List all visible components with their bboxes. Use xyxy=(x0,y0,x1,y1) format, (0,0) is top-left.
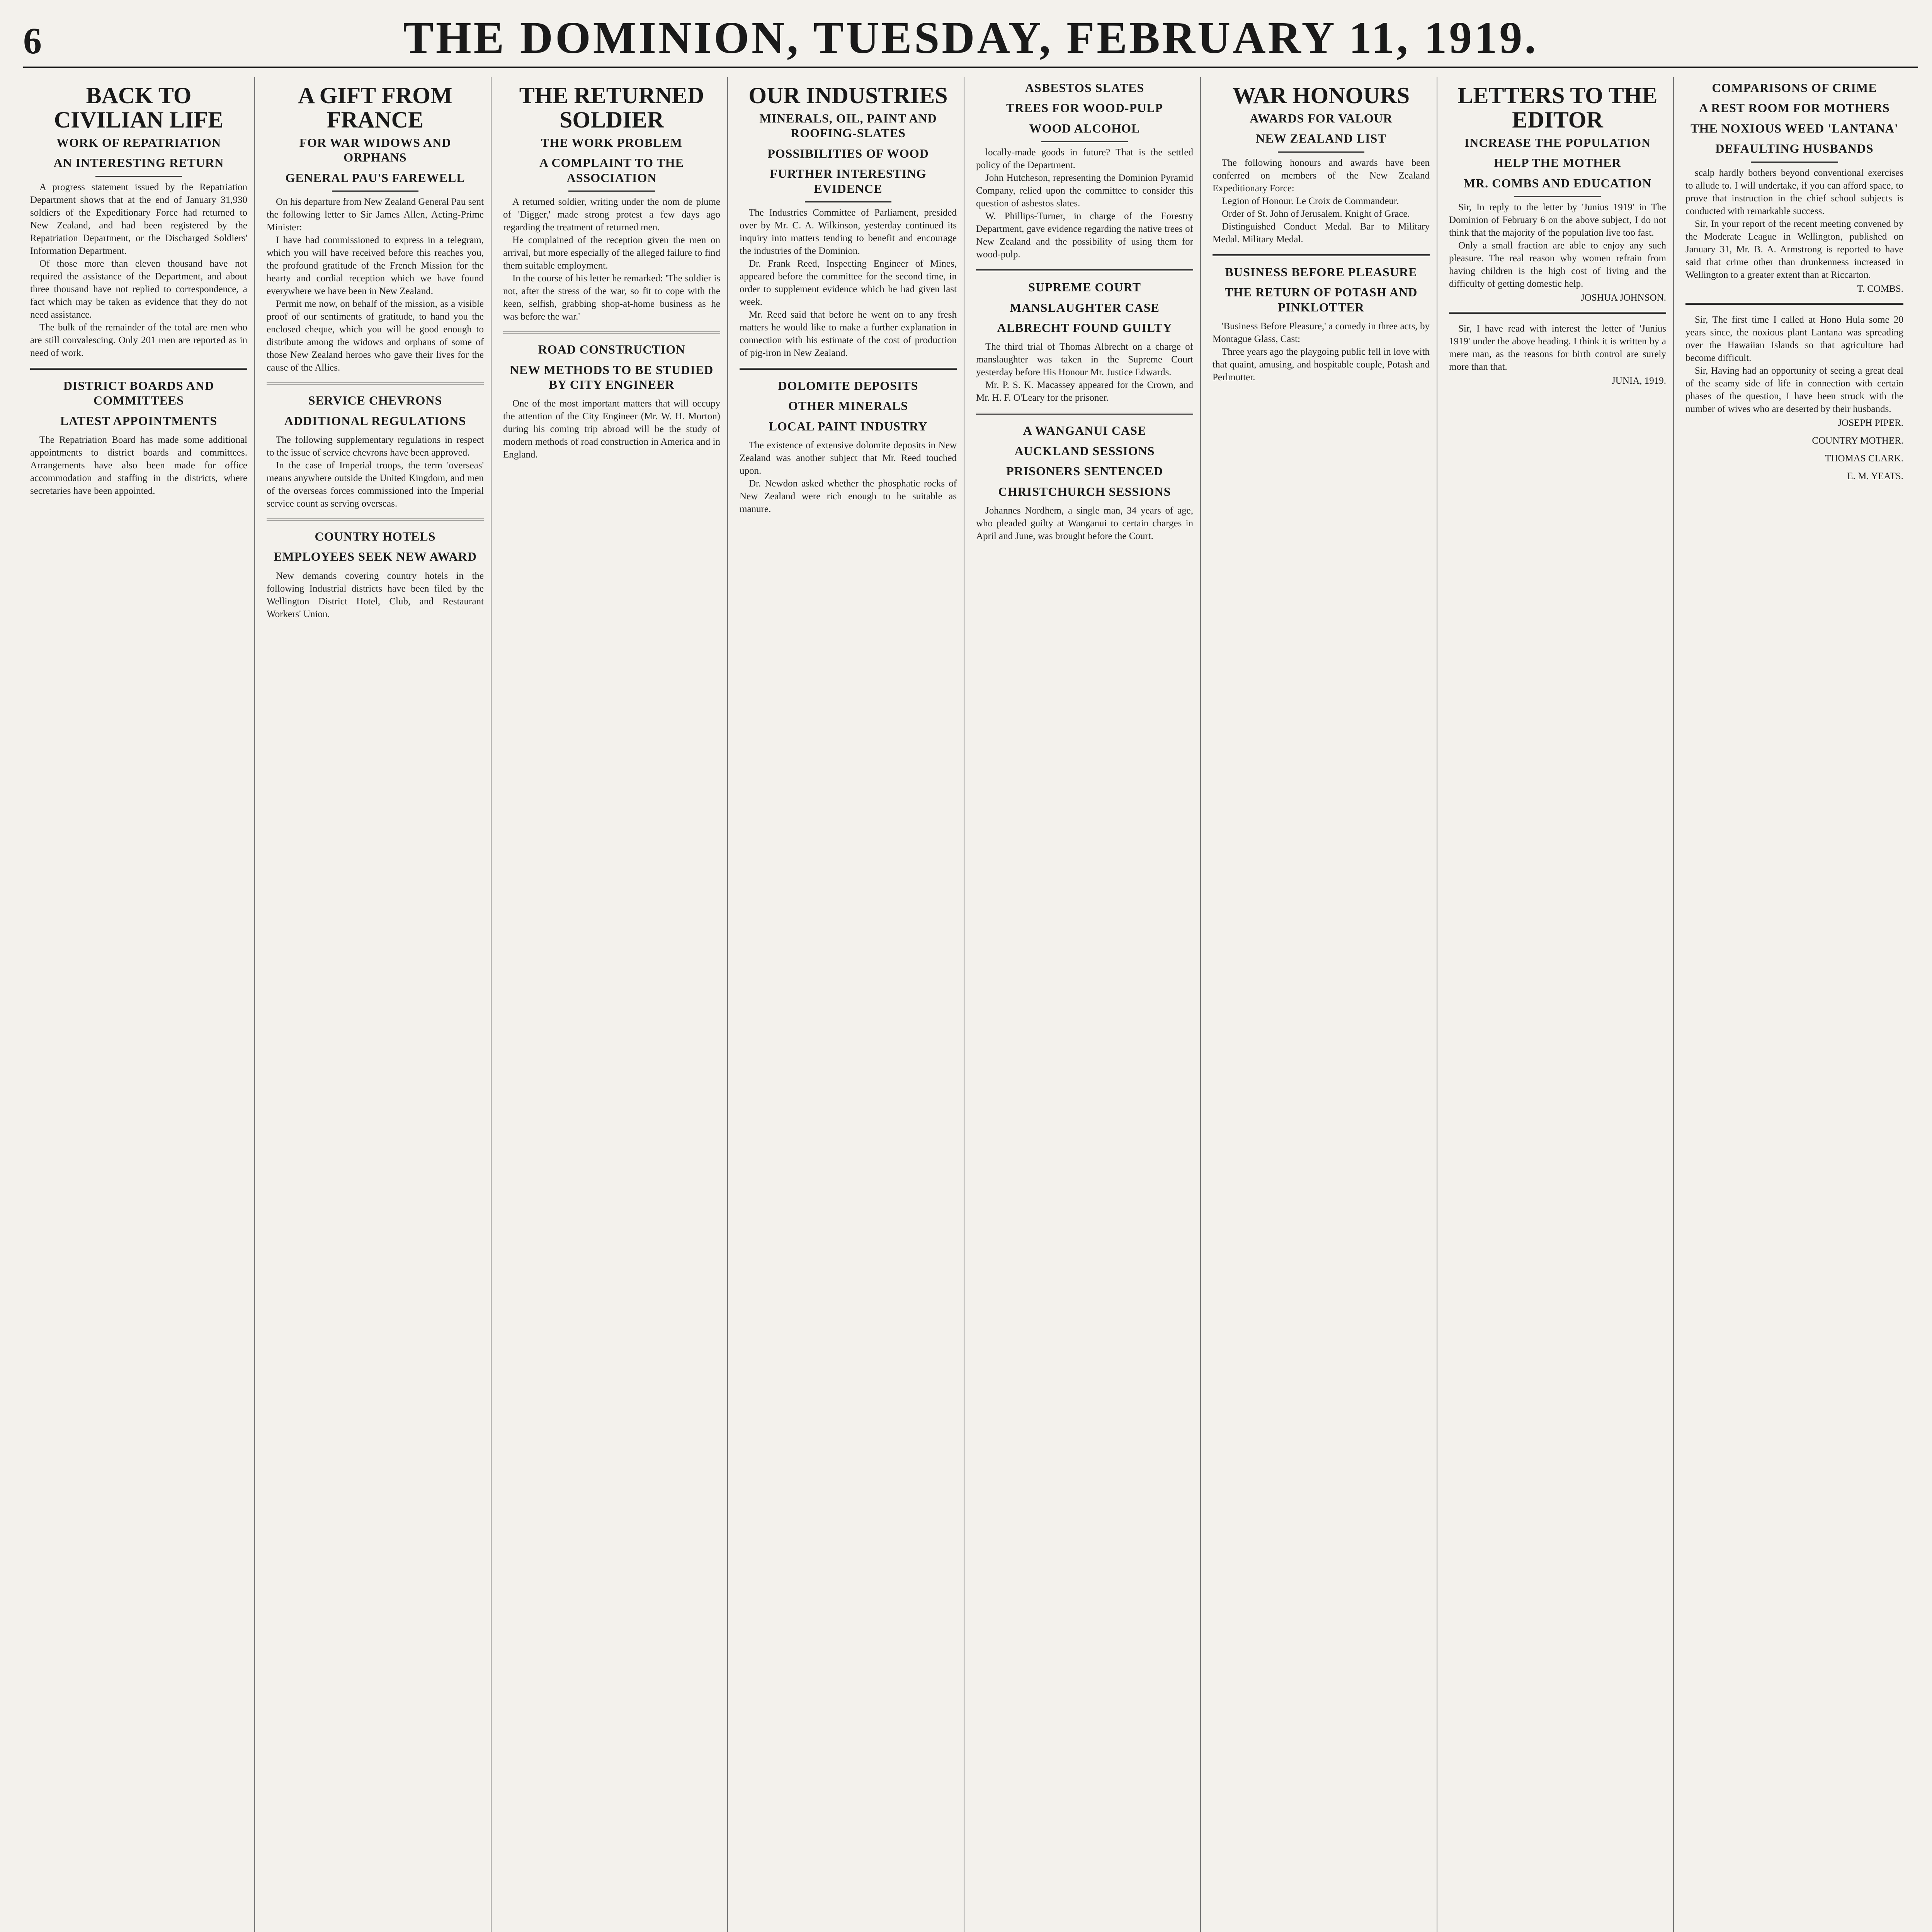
article-headline: A GIFT FROM FRANCE xyxy=(298,83,452,133)
article-paragraph: On his departure from New Zealand General Pau sent the following letter to Sir James Allen, Acting-Prime Minister: xyxy=(267,197,484,233)
column-4 xyxy=(733,77,964,1932)
column-6 xyxy=(1206,77,1437,1932)
article-subhead: THE WORK PROBLEM xyxy=(541,136,682,150)
letter-signature: JOSEPH PIPER. xyxy=(1838,417,1903,428)
article-separator xyxy=(267,519,484,520)
article-paragraph: scalp hardly bothers beyond conventional exercises to allude to. I will undertake, if you can afford space, to prove that instruction in the chief school subjects is conducted with remarkable success. xyxy=(1685,167,1903,216)
column-2 xyxy=(260,77,492,1932)
third-article-subhead: CHRISTCHURCH SESSIONS xyxy=(998,484,1171,498)
article-separator xyxy=(503,332,720,333)
article-subhead: A COMPLAINT TO THE ASSOCIATION xyxy=(539,156,684,185)
article-paragraph: Order of St. John of Jerusalem. Knight of Grace. xyxy=(1222,208,1410,219)
second-article-paragraph: The third trial of Thomas Albrecht on a charge of manslaughter was taken in the Supreme Court yesterday before His Honour Mr. Justice Edwards. xyxy=(976,342,1193,378)
article-paragraph: Sir, In your report of the recent meeting convened by the Moderate League in Wellington, published on January 31, Mr. B. A. Armstrong is reported to have said that crime other than drunkenness increased in Wellington to a greater extent than at Riccarton. xyxy=(1685,218,1903,280)
second-article-paragraph: Sir, I have read with interest the letter of 'Junius 1919' under the above heading. I think it is written by a mere man, as the reasons for birth control are surely more than that. xyxy=(1449,323,1666,372)
masthead xyxy=(23,8,1918,68)
article-headline: THE RETURNED SOLDIER xyxy=(519,83,704,133)
article-paragraph: locally-made goods in future? That is the settled policy of the Department. xyxy=(976,147,1193,171)
article-subhead: A REST ROOM FOR MOTHERS xyxy=(1699,101,1890,115)
second-article-paragraph: Sir, The first time I called at Hono Hula some 20 years since, the noxious plant Lantana was spreading over the Hawaiian Islands so that agriculture had become difficult. xyxy=(1685,314,1903,363)
letter-signature: JOSHUA JOHNSON. xyxy=(1581,293,1666,303)
second-article-subhead: MANSLAUGHTER CASE xyxy=(1010,300,1160,315)
article-paragraph: The Industries Committee of Parliament, presided over by Mr. C. A. Wilkinson, yesterday continued its inquiry into matters tending to benefit and encourage the industries of the Dominion. xyxy=(740,207,957,256)
second-article-paragraph: One of the most important matters that will occupy the attention of the City Engineer (Mr. W. H. Morton) during his coming trip abroad will be the study of modern methods of road construction in America and in England. xyxy=(503,398,720,460)
letter-signature: COUNTRY MOTHER. xyxy=(1812,435,1903,446)
article-subhead: AWARDS FOR VALOUR xyxy=(1250,111,1393,125)
article-paragraph: Distinguished Conduct Medal. Bar to Military Medal. Military Medal. xyxy=(1213,221,1430,245)
article-subhead: MINERALS, OIL, PAINT AND ROOFING-SLATES xyxy=(759,111,937,140)
article-subhead: GENERAL PAU'S FAREWELL xyxy=(285,170,465,185)
article-separator xyxy=(1213,254,1430,256)
article-headline: BACK TO CIVILIAN LIFE xyxy=(54,83,224,133)
second-article-paragraph: The following supplementary regulations in respect to the issue of service chevrons have been approved. xyxy=(267,434,484,458)
second-article-subhead: DOLOMITE DEPOSITS xyxy=(778,378,918,393)
article-subhead: MR. COMBS AND EDUCATION xyxy=(1463,176,1652,190)
article-subhead: DEFAULTING HUSBANDS xyxy=(1715,141,1874,156)
second-article-subhead: ADDITIONAL REGULATIONS xyxy=(284,413,466,428)
article-paragraph: Sir, In reply to the letter by 'Junius 1919' in The Dominion of February 6 on the above subject, I do not think that the majority of the population live too fast. xyxy=(1449,202,1666,238)
letter-signature: THOMAS CLARK. xyxy=(1825,453,1903,464)
page-number: 6 xyxy=(23,20,42,61)
article-headline: OUR INDUSTRIES xyxy=(748,83,948,108)
article-paragraph: John Hutcheson, representing the Dominion Pyramid Company, relied upon the committee to consider this question of asbestos slates. xyxy=(976,173,1193,209)
article-paragraph: Mr. Reed said that before he went on to any fresh matters he would like to make a further explanation in connection with his estimate of the cost of production of pig-iron in New Zealand. xyxy=(740,309,957,358)
headline-rule xyxy=(1751,162,1838,163)
headline-rule xyxy=(332,190,419,192)
second-article-subhead: SERVICE CHEVRONS xyxy=(308,393,442,408)
second-article-paragraph: The Repatriation Board has made some additional appointments to district boards and committees. Arrangements have also been made for office accommodation and staffing in the districts, where secretaries have been appointed. xyxy=(30,434,247,496)
article-separator xyxy=(740,368,957,370)
column-5 xyxy=(969,77,1201,1932)
article-paragraph: Legion of Honour. Le Croix de Commandeur. xyxy=(1222,196,1399,206)
article-subhead: POSSIBILITIES OF WOOD xyxy=(767,146,929,160)
third-article-paragraph: Johannes Nordhem, a single man, 34 years of age, who pleaded guilty at Wanganui to certain charges in April and June, was brought before the Court. xyxy=(976,505,1193,541)
article-paragraph: The bulk of the remainder of the total are men who are still convalescing. Only 201 men are reported as in need of work. xyxy=(30,322,247,358)
third-article-subhead: EMPLOYEES SEEK NEW AWARD xyxy=(274,549,477,564)
article-subhead: INCREASE THE POPULATION xyxy=(1464,136,1651,150)
letter-signature: JUNIA, 1919. xyxy=(1612,376,1666,386)
article-paragraph: A returned soldier, writing under the nom de plume of 'Digger,' made strong protest a few days ago regarding the treatment of returned men. xyxy=(503,197,720,233)
second-article-paragraph: In the case of Imperial troops, the term 'overseas' means anywhere outside the United Kingdom, and men of the overseas forces commissioned into the Imperial service count as serving overseas. xyxy=(267,460,484,509)
third-article-subhead: AUCKLAND SESSIONS xyxy=(1014,444,1155,458)
second-article-paragraph: Mr. P. S. K. Macassey appeared for the Crown, and Mr. H. F. O'Leary for the prisoner. xyxy=(976,380,1193,403)
second-article-paragraph: Three years ago the playgoing public fell in love with that quaint, amusing, and hospitable couple, Potash and Perlmutter. xyxy=(1213,346,1430,383)
headline-rule xyxy=(95,176,182,177)
article-subhead: COMPARISONS OF CRIME xyxy=(1712,81,1877,95)
second-article-subhead: DISTRICT BOARDS AND COMMITTEES xyxy=(63,378,214,408)
article-paragraph: Permit me now, on behalf of the mission, as a visible proof of our sentiments of gratitude, to hand you the enclosed cheque, which you will be good enough to distribute among the widows and orphans of some of those New Zealand heroes who gave their lives for the cause of the Allies. xyxy=(267,299,484,373)
second-article-subhead: OTHER MINERALS xyxy=(788,399,908,413)
second-article-subhead: NEW METHODS TO BE STUDIED BY CITY ENGINEER xyxy=(510,362,714,391)
article-subhead: FOR WAR WIDOWS AND ORPHANS xyxy=(299,136,451,165)
article-subhead: WOOD ALCOHOL xyxy=(1029,121,1140,135)
second-article-subhead: ALBRECHT FOUND GUILTY xyxy=(997,320,1172,335)
second-article-paragraph: Dr. Newdon asked whether the phosphatic rocks of New Zealand were rich enough to be suitable as manure. xyxy=(740,478,957,515)
article-separator xyxy=(30,368,247,370)
article-separator xyxy=(976,413,1193,415)
headline-rule xyxy=(1041,141,1128,142)
article-subhead: NEW ZEALAND LIST xyxy=(1256,131,1386,146)
article-paragraph: In the course of his letter he remarked: 'The soldier is not, after the stress of the war, so fit to cope with the keen, selfish, grabbing shop-at-home business as he was before the war.' xyxy=(503,273,720,322)
article-subhead: WORK OF REPATRIATION xyxy=(56,136,221,150)
newspaper-title: THE DOMINION, TUESDAY, FEBRUARY 11, 1919. xyxy=(403,12,1538,63)
letter-signature: T. COMBS. xyxy=(1857,283,1903,294)
article-paragraph: Of those more than eleven thousand have not required the assistance of the Department, and about three thousand have not replied to correspondence, a fact which may be taken as evidence that they do not need assistance. xyxy=(30,258,247,320)
article-paragraph: Only a small fraction are able to enjoy any such pleasure. The real reason why women refrain from having children is the high cost of living and the difficulty of getting domestic help. xyxy=(1449,240,1666,289)
article-subhead: HELP THE MOTHER xyxy=(1494,156,1621,170)
article-paragraph: W. Phillips-Turner, in charge of the Forestry Department, gave evidence regarding the native trees of New Zealand and the possibility of using them for wood-pulp. xyxy=(976,211,1193,260)
article-separator xyxy=(1449,312,1666,314)
article-subhead: ASBESTOS SLATES xyxy=(1025,81,1145,95)
article-paragraph: Dr. Frank Reed, Inspecting Engineer of Mines, appeared before the committee for the second time, in order to supplement evidence which he had given last week. xyxy=(740,258,957,307)
second-article-paragraph: 'Business Before Pleasure,' a comedy in three acts, by Montague Glass, Cast: xyxy=(1213,321,1430,344)
column-1 xyxy=(23,77,255,1932)
second-article-subhead: BUSINESS BEFORE PLEASURE xyxy=(1225,265,1417,279)
article-headline: WAR HONOURS xyxy=(1232,83,1410,108)
second-article-subhead: SUPREME COURT xyxy=(1028,280,1141,294)
article-headline: LETTERS TO THE EDITOR xyxy=(1458,83,1658,133)
second-article-subhead: LATEST APPOINTMENTS xyxy=(60,413,218,428)
letter-signature: E. M. YEATS. xyxy=(1847,471,1903,481)
column-7 xyxy=(1442,77,1674,1932)
third-article-subhead: COUNTRY HOTELS xyxy=(315,529,436,543)
second-article-subhead: ROAD CONSTRUCTION xyxy=(538,342,685,357)
article-paragraph: I have had commissioned to express in a telegram, which you will have received before this reaches you, the profound gratitude of the French Mission for the hearty and cordial reception which we have found everywhere we have been in New Zealand. xyxy=(267,235,484,297)
third-article-paragraph: New demands covering country hotels in the following Industrial districts have been filed by the Wellington District Hotel, Club, and Restaurant Workers' Union. xyxy=(267,570,484,619)
article-separator xyxy=(976,269,1193,271)
article-subhead: THE NOXIOUS WEED 'LANTANA' xyxy=(1690,121,1898,135)
article-subhead: AN INTERESTING RETURN xyxy=(53,156,224,170)
second-article-subhead: LOCAL PAINT INDUSTRY xyxy=(769,419,928,433)
article-separator xyxy=(267,383,484,384)
article-subhead: FURTHER INTERESTING EVIDENCE xyxy=(770,167,927,196)
article-subhead: TREES FOR WOOD-PULP xyxy=(1006,101,1163,115)
second-article-paragraph: Sir, Having had an opportunity of seeing a great deal of the seamy side of life in connection with certain phases of the question, I have been struck with the number of wives who are deserted by their husbands. xyxy=(1685,365,1903,414)
article-separator xyxy=(1685,303,1903,305)
second-article-subhead: THE RETURN OF POTASH AND PINKLOTTER xyxy=(1225,285,1418,314)
column-8 xyxy=(1679,77,1910,1932)
headline-rule xyxy=(568,190,655,192)
column-3 xyxy=(496,77,728,1932)
second-article-paragraph: The existence of extensive dolomite deposits in New Zealand was another subject that Mr. Reed touched upon. xyxy=(740,440,957,476)
third-article-subhead: PRISONERS SENTENCED xyxy=(1006,464,1163,478)
headline-rule xyxy=(805,201,892,202)
article-paragraph: He complained of the reception given the men on arrival, but more especially of the alleged failure to find them suitable employment. xyxy=(503,235,720,271)
headline-rule xyxy=(1278,151,1365,153)
article-paragraph: A progress statement issued by the Repatriation Department shows that at the end of January 31,930 soldiers of the Expeditionary Force had returned to New Zealand, and had been registered by the Repatriation Department, or the Discharged Soldiers' Information Department. xyxy=(30,182,247,256)
column-container xyxy=(23,77,1918,1932)
article-paragraph: The following honours and awards have been conferred on members of the New Zealand Expeditionary Force: xyxy=(1213,157,1430,194)
headline-rule xyxy=(1514,196,1601,197)
third-article-subhead: A WANGANUI CASE xyxy=(1023,423,1146,438)
